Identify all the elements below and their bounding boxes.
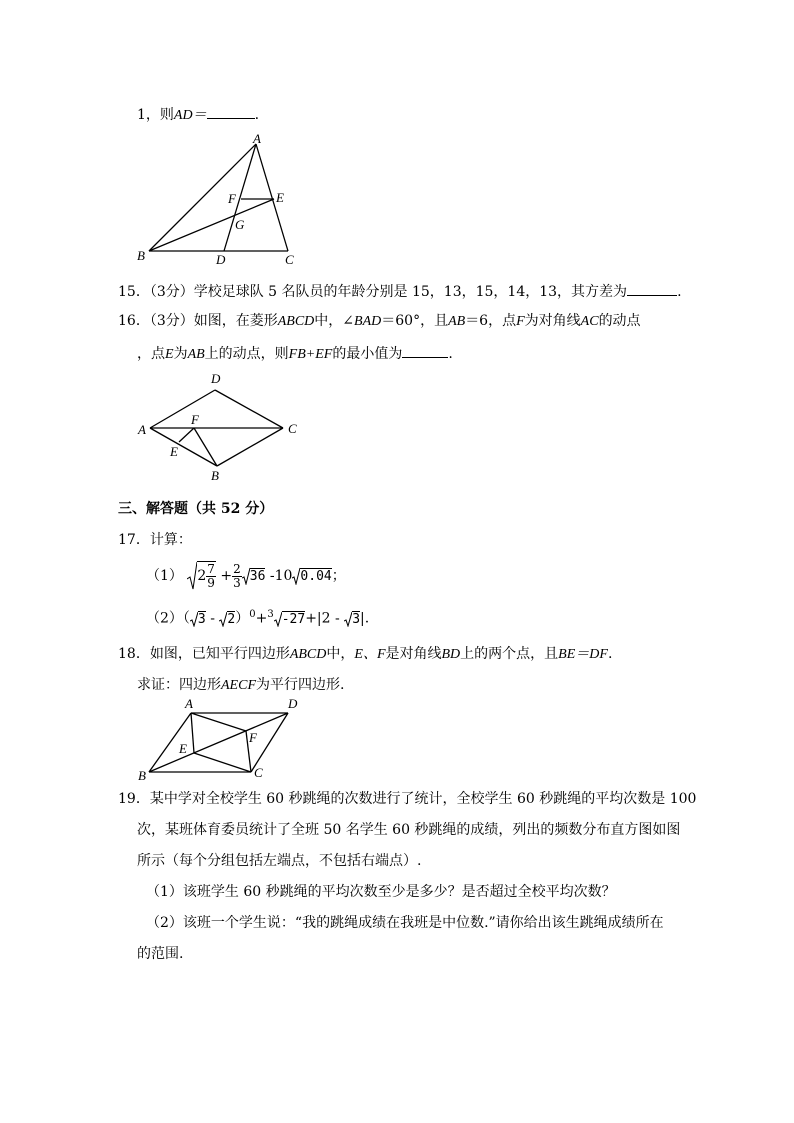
- q16-bad: BAD: [354, 314, 382, 329]
- cube-root-index: 3: [267, 609, 274, 620]
- q19-part2-line2: [137, 945, 183, 963]
- q16-e: E: [165, 347, 174, 362]
- q16-text: 的动点: [598, 313, 641, 329]
- q16-text: ，点: [137, 346, 165, 362]
- sqrt-sign-icon: [344, 611, 352, 627]
- q18-ef: E、F: [354, 647, 386, 662]
- fig1-label-b: B: [137, 248, 145, 263]
- fig1-label-f: F: [228, 191, 236, 206]
- q18-text: 是对角线: [385, 646, 442, 662]
- q16-ab2: AB: [187, 347, 205, 362]
- q19-part2-line1: [146, 914, 664, 932]
- denominator: 9: [207, 575, 215, 590]
- fig2-label-e: E: [170, 444, 178, 459]
- mixed-int: 2: [197, 568, 207, 584]
- q18-text: 求证：四边形: [137, 677, 221, 693]
- answer-blank: [402, 343, 448, 358]
- radicand-2: 2: [227, 611, 236, 627]
- radicand-3: 3: [197, 611, 206, 627]
- sqrt-sign-icon: [187, 561, 197, 591]
- numerator: 2: [233, 561, 241, 576]
- figure-rhombus-abcd: [133, 370, 308, 485]
- minus-sign: -: [205, 610, 220, 627]
- q18-text: 上的两个点，且: [460, 646, 559, 662]
- q18-abcd: ABCD: [289, 647, 327, 662]
- q17-1-label: （1）: [146, 568, 183, 584]
- q18-line1: [118, 645, 612, 664]
- q16-text: 为对角线: [524, 313, 581, 329]
- abs-close: |.: [360, 610, 370, 627]
- q16-text: ＝6，点: [465, 313, 517, 329]
- q16-expr: FB+EF: [288, 347, 333, 362]
- q17-text: 17．计算：: [118, 532, 192, 548]
- q15: 15．（3分）学校足球队 5 名队员的年龄分别是 15，13，15，14，13，其方差为 .: [118, 281, 682, 301]
- q18-text: .: [607, 646, 613, 662]
- q19-text: 所示（每个分组包括左端点，不包括右端点）.: [137, 853, 422, 869]
- q16-f: F: [516, 314, 525, 329]
- q19-line1: [118, 790, 696, 808]
- fig1-label-c: C: [285, 252, 294, 267]
- q19-text: 19．某中学对全校学生 60 秒跳绳的次数进行了统计，全校学生 60 秒跳绳的平均次数是 100: [118, 791, 697, 807]
- fig3-label-b: B: [138, 768, 146, 783]
- q18-text: 18．如图，已知平行四边形: [118, 646, 290, 662]
- minus-ten: -10: [269, 568, 293, 584]
- radicand-3b: 3: [352, 611, 361, 627]
- denominator: 3: [233, 575, 241, 590]
- fig1-label-a: A: [253, 132, 261, 146]
- q19-2-text: 的范围.: [137, 946, 184, 962]
- radicand-neg27: -27: [281, 611, 306, 627]
- semicolon: ；: [331, 568, 346, 584]
- q17-part2: [146, 606, 369, 629]
- q18-bd: BD: [441, 647, 461, 662]
- q16-line2: ，点E为AB上的动点，则FB+EF的最小值为 .: [137, 343, 453, 364]
- q16-text: 的最小值为: [332, 346, 403, 362]
- q14-ad: AD＝: [173, 108, 207, 123]
- q18-bedf: BE＝DF: [558, 647, 608, 662]
- radicand-004: 0.04: [300, 569, 332, 584]
- q14-tail: 1，则AD＝ .: [137, 104, 259, 125]
- exponent-zero: 0: [249, 609, 256, 620]
- q16-text: 16．（3分）如图，在菱形: [118, 313, 278, 329]
- q14-text: 1，则: [137, 107, 174, 123]
- q17-2-label: （2）（: [146, 610, 190, 627]
- answer-blank: [627, 281, 677, 296]
- fig2-label-c: C: [288, 421, 297, 436]
- q17-part1: [146, 560, 346, 592]
- fig3-label-e: E: [179, 741, 187, 756]
- q18-text: 中，: [326, 646, 355, 662]
- q19-2-text: （2）该班一个学生说：“我的跳绳成绩在我班是中位数.”请你给出该生跳绳成绩所在: [146, 915, 664, 931]
- q19-line2: [137, 821, 680, 839]
- q18-line2: [137, 676, 344, 695]
- fig3-label-d: D: [288, 696, 298, 711]
- q19-line3: [137, 852, 421, 870]
- q19-part1: [146, 883, 616, 901]
- fig1-label-d: D: [216, 252, 226, 267]
- section-heading: [118, 500, 273, 518]
- sqrt-sign-icon: [242, 567, 250, 585]
- q18-aecf: AECF: [221, 678, 256, 693]
- numerator: 7: [207, 561, 215, 576]
- q16-ac: AC: [580, 314, 599, 329]
- fraction-7-9: [206, 563, 216, 590]
- q18-text: 为平行四边形.: [256, 677, 345, 693]
- fig1-label-g: G: [235, 217, 245, 232]
- q19-1-text: （1）该班学生 60 秒跳绳的平均次数至少是多少？是否超过全校平均次数？: [146, 884, 616, 900]
- section-title: 三、解答题（共 52 分）: [118, 501, 274, 517]
- cube-root-sign-icon: [274, 611, 282, 627]
- fig2-label-b: B: [211, 468, 219, 483]
- q16-line1: [118, 312, 641, 331]
- fig1-label-e: E: [276, 190, 284, 205]
- q16-text: 为: [173, 346, 188, 362]
- q16-ab: AB: [448, 314, 466, 329]
- close-paren: ）: [235, 610, 250, 627]
- fig3-label-f: F: [249, 730, 257, 745]
- plus-sign: +: [255, 610, 268, 627]
- q19-text: 次，某班体育委员统计了全班 50 名学生 60 秒跳绳的成绩，列出的频数分布直方图如图: [137, 822, 681, 838]
- answer-blank: [207, 104, 255, 119]
- q16-abcd: ABCD: [277, 314, 315, 329]
- fraction-2-3: [232, 563, 242, 590]
- sqrt-sign-icon: [190, 611, 198, 627]
- fig2-label-d: D: [211, 371, 221, 386]
- q16-text: 中，∠: [314, 313, 355, 329]
- fig2-label-f: F: [191, 412, 199, 427]
- abs-open: +|2 -: [305, 610, 345, 627]
- q17: [118, 531, 192, 549]
- fig2-label-a: A: [138, 422, 146, 437]
- figure-parallelogram-abcd: [133, 696, 308, 786]
- q16-text: 上的动点，则: [204, 346, 289, 362]
- radicand-36: 36: [249, 569, 266, 584]
- figure-triangle-abc: [133, 132, 303, 267]
- q16-text: ＝60°，且: [381, 313, 449, 329]
- q15-text: 15．（3分）学校足球队 5 名队员的年龄分别是 15，13，15，14，13，其方差为: [118, 284, 628, 300]
- plus-sign: +: [220, 568, 233, 584]
- fig3-label-c: C: [254, 765, 263, 780]
- fig3-label-a: A: [185, 696, 193, 711]
